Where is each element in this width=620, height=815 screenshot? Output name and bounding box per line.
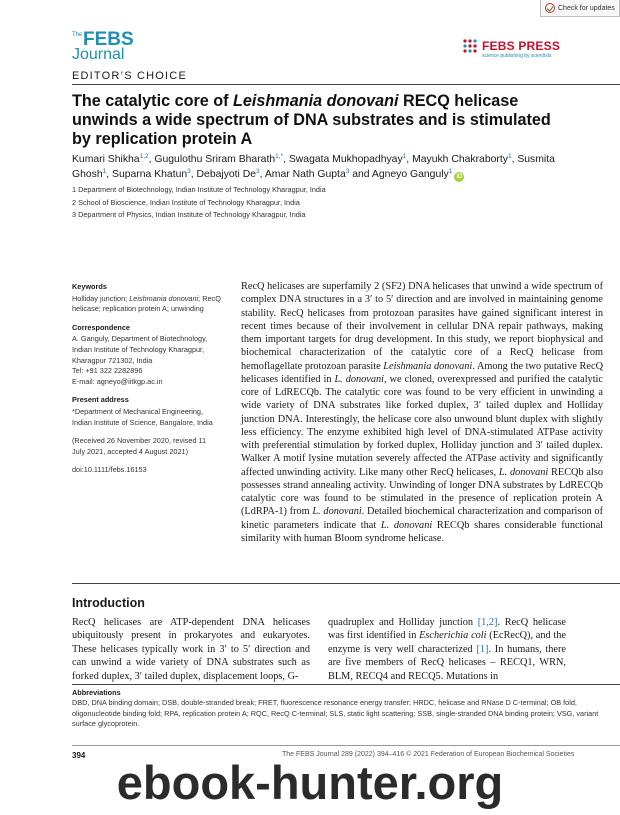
press-logo-name: FEBS PRESS — [482, 39, 561, 53]
correspondence-line: A. Ganguly, Department of Biotechnology, — [72, 334, 208, 344]
article-sidebar — [72, 282, 232, 484]
press-logo — [460, 36, 580, 64]
keywords-block — [72, 282, 232, 315]
doi-link[interactable]: doi:10.1111/febs.16153 — [72, 465, 147, 475]
watermark: ebook-hunter.org — [116, 756, 504, 809]
present-address-block — [72, 395, 232, 428]
correspondence-block — [72, 323, 232, 388]
article-title — [72, 92, 572, 149]
section-label: EDITOR’S CHOICE — [72, 70, 187, 82]
title-part: The catalytic core of — [72, 92, 234, 110]
abbreviations-divider — [72, 684, 620, 685]
abstract: RecQ helicases are superfamily 2 (SF2) DNA helicases that unwind a wide spectrum of complex DNA structures in a 3′ to 5′ direction and are involved in maintaining genome stability. RecQ helicases from protozoan parasites have gained significant interest in recent times because of their involvement in cellular DNA repair pathways, making them important targets for drug development. In this study, we report biophysical and biochemical characterization of the catalytic core of a RecQ helicase from hemoflagellate protozoan parasite Leishmania donovani. Among the two putative RecQ helicases identified in L. donovani, we cloned, overexpressed and purified the catalytic core of LdRECQb. The catalytic core was found to be very efficient in unwinding a wide variety of DNA substrates like forked duplex, 3′ tailed duplex and Holliday junction DNA. Interestingly, the helicase core also unwound blunt duplex with slightly less efficiency. The enzyme exhibited high level of DNA-stimulated ATPase activity with preferential stimulation by forked duplex, Holliday junction and 3′ tailed duplex. Walker A motif lysine mutation severely affected the ATPase activity and significantly affected unwinding activity. Like many other RecQ helicases, L. donovani RECQb also possesses strand annealing activity. Unwinding of longer DNA substrates by LdRECQb catalytic core was found to be stimulated in the presence of replication protein A (LdRPA-1) from L. donovani. Detailed biochemical characterization and comparison of kinetic parameters indicate that L. donovani RECQb shares considerable functional similarity with human Bloom syndrome helicase. — [241, 281, 604, 544]
affiliations — [72, 184, 532, 222]
author[interactable]: Agneyo Ganguly$^1$ — [371, 168, 453, 180]
author[interactable]: Debajyoti De$^3$ — [196, 168, 260, 180]
check-for-updates-button[interactable] — [540, 0, 620, 17]
author[interactable]: Susmita Ghosh$^1$ — [72, 154, 555, 180]
abstract-divider — [72, 583, 620, 584]
introduction-column-1: RecQ helicases are ATP-dependent DNA helicases ubiquitously present in prokaryotes and eukaryotes. These helicases typically work in 3′ to 5′ direction and can unwind a wide variety of DNA substrates such as forked duplex, 3′ tailed duplex, displacement loops, G- — [72, 617, 310, 682]
title-part: RECQ helicase unwinds a wide spectrum of DNA substrates and is stimulated by replication protein A — [72, 92, 551, 148]
introduction-column-2: quadruplex and Holliday junction [1,2]. RecQ helicase was first identified in Escherichia coli (EcRecQ), and the enzyme is very well characterized [1]. In humans, there are five members of RecQ helicases – RECQ1, WRN, BLM, RECQ4 and RECQ5. Mutations in — [328, 617, 567, 682]
author[interactable]: Swagata Mukhopadhyay$^1$ — [288, 153, 407, 165]
title-italic: Leishmania donovani — [233, 92, 399, 110]
author[interactable]: Kumari Shikha$^{1,2}$ — [72, 153, 149, 165]
orcid-icon[interactable]: iD — [456, 174, 463, 180]
author[interactable]: Mayukh Chakraborty$^1$ — [412, 153, 512, 165]
author[interactable]: Suparna Khatun$^3$ — [112, 168, 191, 180]
correspondence-email[interactable]: E-mail: agneyo@iitkgp.ac.in — [72, 376, 163, 386]
reference-link[interactable]: [1] — [476, 643, 489, 655]
footer-divider — [72, 745, 620, 746]
press-logo-dots-icon — [460, 37, 480, 57]
correspondence-heading: Correspondence — [72, 322, 130, 332]
journal-logo-the: The — [72, 32, 83, 38]
author[interactable]: Amar Nath Gupta$^3$ — [264, 168, 350, 180]
page-number: 394 — [72, 751, 86, 760]
affiliation: 2 School of Bioscience, Indian Institute of Technology Kharagpur, India — [72, 197, 300, 207]
correspondence-line: Kharagpur 721302, India — [72, 355, 153, 365]
header-divider — [72, 84, 620, 85]
check-updates-icon — [545, 3, 555, 13]
journal-logo — [72, 30, 142, 64]
reference-link[interactable]: [1,2] — [477, 617, 498, 628]
journal-logo-journal: Journal — [72, 46, 125, 63]
introduction-heading: Introduction — [72, 596, 145, 610]
correspondence-line: Indian Institute of Technology Kharagpur, — [72, 344, 205, 354]
author[interactable]: Gugulothu Sriram Bharath$^{1,*}$ — [154, 153, 284, 165]
abbreviations-text: DBD, DNA binding domain; DSB, double-stranded break; FRET, fluorescence resonance energy transfer; HRDC, helicase and RNase D C-terminal; OB fold, oligonucleotide binding fold; RPA, replication protein A; RQC, RecQ C-terminal; SLS, static light scattering; SSB, single-stranded DNA binding protein; VSG, variant surface glycoprotein. — [72, 698, 599, 729]
present-address-line: Indian Institute of Science, Bangalore, India — [72, 417, 213, 427]
press-logo-tagline: science publishing by scientists — [482, 53, 552, 59]
received-dates — [72, 436, 232, 457]
keywords-text: Holliday junction; Leishmania donovani; RecQ helicase; replication protein A; unwinding — [72, 293, 221, 314]
received-line: July 2021, accepted 4 August 2021) — [72, 446, 189, 456]
keywords-heading: Keywords — [72, 282, 107, 291]
check-updates-label: Check for updates — [558, 4, 615, 12]
journal-logo-febs: FEBS — [83, 29, 134, 50]
author-list: Kumari Shikha$^{1,2}$, Gugulothu Sriram Bharath$^{1,*}$, Swagata Mukhopadhyay$^1$, Mayukh Chakraborty$^1$, Susmita Ghosh$^1$, Suparna Khatun$^3$, Debajyoti De$^3$, Amar Nath Gupta$^3$ and Agneyo Ganguly$^1$iD — [72, 153, 555, 180]
received-line: (Received 26 November 2020, revised 11 — [72, 436, 207, 446]
correspondence-line: Tel: +91 322 2282896 — [72, 366, 143, 376]
abbreviations-heading: Abbreviations — [72, 688, 121, 697]
present-address-line: *Department of Mechanical Engineering, — [72, 406, 204, 416]
footer-citation: The FEBS Journal 289 (2022) 394–416 © 2021 Federation of European Biochemical Societies — [282, 751, 575, 758]
affiliation: 3 Department of Physics, Indian Institute of Technology Kharagpur, India — [72, 210, 306, 219]
present-address-heading: Present address — [72, 395, 129, 405]
affiliation: 1 Department of Biotechnology, Indian Institute of Technology Kharagpur, India — [72, 185, 326, 194]
